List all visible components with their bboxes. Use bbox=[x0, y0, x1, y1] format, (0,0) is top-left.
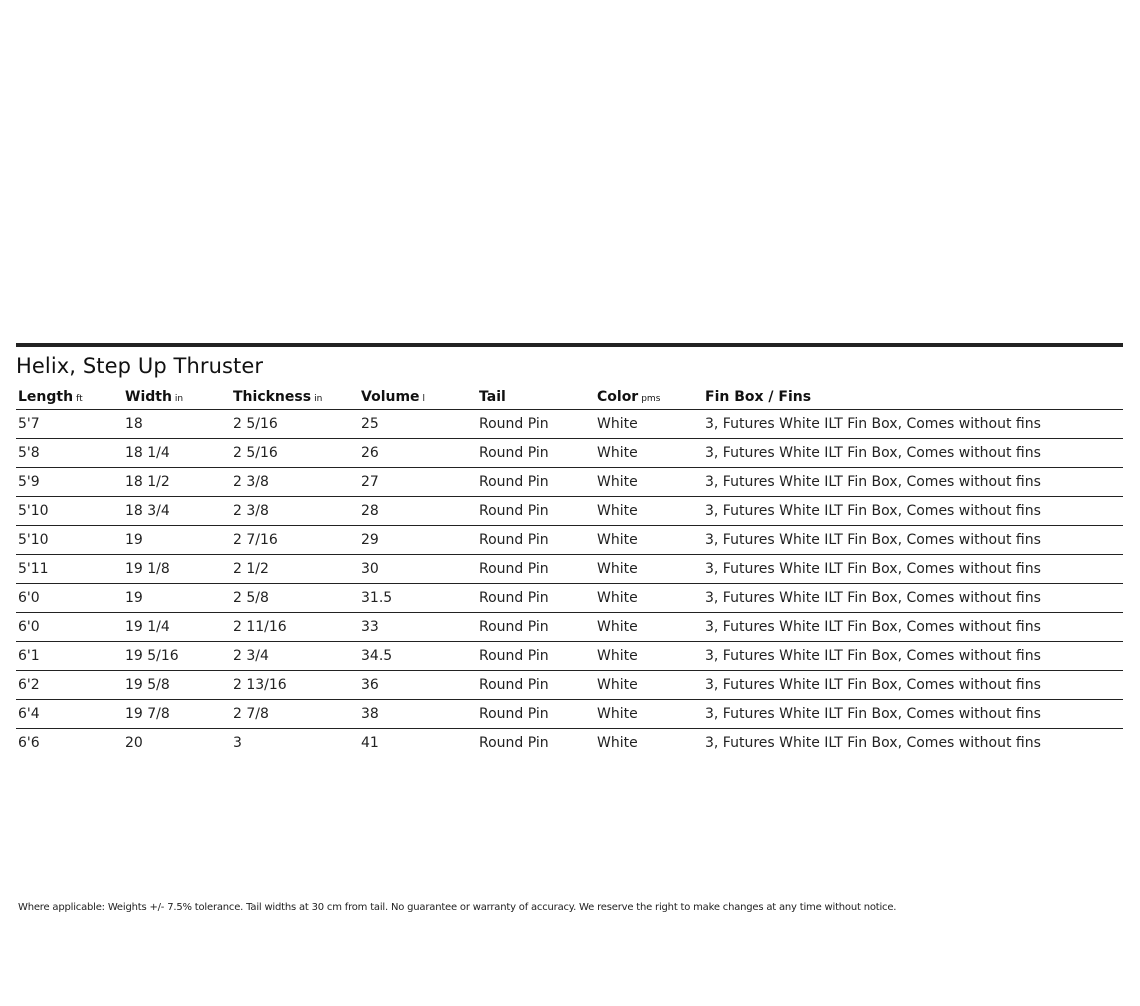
column-unit: ft bbox=[76, 394, 83, 404]
column-header-thickness bbox=[231, 385, 359, 410]
column-header-fin-box bbox=[703, 385, 1123, 410]
tail-cell: Round Pin bbox=[477, 613, 595, 642]
width-cell: 18 bbox=[123, 410, 231, 439]
column-header-tail bbox=[477, 385, 595, 410]
volume-cell: 26 bbox=[359, 439, 477, 468]
length-cell: 5'7 bbox=[16, 410, 123, 439]
fin-box-cell: 3, Futures White ILT Fin Box, Comes without fins bbox=[703, 497, 1123, 526]
tail-cell: Round Pin bbox=[479, 735, 549, 751]
column-header-color bbox=[595, 385, 703, 410]
column-label: Tail bbox=[479, 389, 506, 405]
tail-cell: Round Pin bbox=[477, 439, 595, 468]
length-cell: 5'10 bbox=[16, 497, 123, 526]
color-cell: White bbox=[595, 468, 703, 497]
table-row bbox=[16, 526, 1123, 555]
column-unit: pms bbox=[641, 394, 661, 404]
color-cell: White bbox=[595, 439, 703, 468]
width-cell: 19 bbox=[123, 526, 231, 555]
tail-cell: Round Pin bbox=[477, 555, 595, 584]
width-cell: 19 bbox=[123, 584, 231, 613]
width-cell: 19 5/8 bbox=[123, 671, 231, 700]
thickness-cell: 2 3/8 bbox=[231, 497, 359, 526]
top-rule bbox=[16, 343, 1123, 347]
thickness-cell: 2 11/16 bbox=[231, 613, 359, 642]
thickness-cell: 3 bbox=[233, 735, 242, 751]
width-cell: 19 7/8 bbox=[123, 700, 231, 729]
table-row bbox=[16, 729, 1123, 758]
length-cell: 6'0 bbox=[16, 584, 123, 613]
table-row bbox=[16, 439, 1123, 468]
column-label: Fin Box / Fins bbox=[705, 389, 812, 405]
color-cell: White bbox=[595, 613, 703, 642]
fin-box-cell: 3, Futures White ILT Fin Box, Comes without fins bbox=[703, 410, 1123, 439]
column-unit: in bbox=[174, 394, 184, 404]
tail-cell: Round Pin bbox=[477, 526, 595, 555]
width-cell: 18 1/4 bbox=[123, 439, 231, 468]
table-row bbox=[16, 700, 1123, 729]
spec-table bbox=[16, 385, 1123, 757]
length-cell: 6'4 bbox=[16, 700, 123, 729]
length-cell: 6'2 bbox=[16, 671, 123, 700]
tail-cell: Round Pin bbox=[477, 642, 595, 671]
volume-cell: 31.5 bbox=[359, 584, 477, 613]
table-body bbox=[16, 410, 1123, 758]
page-title: Helix, Step Up Thruster bbox=[16, 354, 264, 378]
volume-cell: 30 bbox=[359, 555, 477, 584]
length-cell: 5'9 bbox=[16, 468, 123, 497]
thickness-cell: 2 1/2 bbox=[231, 555, 359, 584]
volume-cell: 34.5 bbox=[359, 642, 477, 671]
fin-box-cell: 3, Futures White ILT Fin Box, Comes without fins bbox=[703, 555, 1123, 584]
column-label: Volume bbox=[361, 389, 420, 405]
fin-box-cell: 3, Futures White ILT Fin Box, Comes without fins bbox=[703, 700, 1123, 729]
thickness-cell: 2 7/8 bbox=[231, 700, 359, 729]
thickness-cell: 2 5/16 bbox=[231, 439, 359, 468]
table-row bbox=[16, 642, 1123, 671]
width-cell: 20 bbox=[125, 735, 143, 751]
column-header-volume bbox=[359, 385, 477, 410]
column-label: Color bbox=[597, 389, 639, 405]
table-row bbox=[16, 671, 1123, 700]
footnote: Where applicable: Weights +/- 7.5% tolerance. Tail widths at 30 cm from tail. No guarantee or warranty of accuracy. We reserve the right to make changes at any time without notice. bbox=[18, 902, 897, 913]
column-label: Length bbox=[18, 389, 74, 405]
length-cell: 5'8 bbox=[16, 439, 123, 468]
length-cell: 6'1 bbox=[16, 642, 123, 671]
volume-cell: 25 bbox=[359, 410, 477, 439]
tail-cell: Round Pin bbox=[477, 468, 595, 497]
thickness-cell: 2 13/16 bbox=[231, 671, 359, 700]
volume-cell: 33 bbox=[359, 613, 477, 642]
color-cell: White bbox=[595, 526, 703, 555]
tail-cell: Round Pin bbox=[477, 671, 595, 700]
color-cell: White bbox=[595, 584, 703, 613]
length-cell: 5'11 bbox=[16, 555, 123, 584]
fin-box-cell: 3, Futures White ILT Fin Box, Comes without fins bbox=[703, 671, 1123, 700]
volume-cell: 36 bbox=[359, 671, 477, 700]
volume-cell: 27 bbox=[359, 468, 477, 497]
volume-cell: 41 bbox=[361, 735, 379, 751]
thickness-cell: 2 5/16 bbox=[231, 410, 359, 439]
color-cell: White bbox=[595, 555, 703, 584]
fin-box-cell: 3, Futures White ILT Fin Box, Comes without fins bbox=[703, 439, 1123, 468]
thickness-cell: 2 3/4 bbox=[231, 642, 359, 671]
column-unit: in bbox=[314, 394, 323, 404]
fin-box-cell: 3, Futures White ILT Fin Box, Comes without fins bbox=[703, 613, 1123, 642]
color-cell: White bbox=[595, 700, 703, 729]
spec-sheet bbox=[16, 343, 1123, 757]
color-cell: White bbox=[595, 410, 703, 439]
column-header-length bbox=[16, 385, 123, 410]
color-cell: White bbox=[597, 735, 638, 751]
length-cell: 6'6 bbox=[18, 735, 40, 751]
volume-cell: 28 bbox=[359, 497, 477, 526]
column-header-width bbox=[123, 385, 231, 410]
tail-cell: Round Pin bbox=[477, 497, 595, 526]
thickness-cell: 2 7/16 bbox=[231, 526, 359, 555]
fin-box-cell: 3, Futures White ILT Fin Box, Comes without fins bbox=[703, 468, 1123, 497]
fin-box-cell: 3, Futures White ILT Fin Box, Comes without fins bbox=[703, 526, 1123, 555]
fin-box-cell: 3, Futures White ILT Fin Box, Comes without fins bbox=[705, 735, 1041, 751]
width-cell: 19 5/16 bbox=[123, 642, 231, 671]
width-cell: 18 1/2 bbox=[123, 468, 231, 497]
tail-cell: Round Pin bbox=[477, 700, 595, 729]
table-row bbox=[16, 468, 1123, 497]
width-cell: 19 1/4 bbox=[123, 613, 231, 642]
table-header bbox=[16, 385, 1123, 410]
width-cell: 19 1/8 bbox=[123, 555, 231, 584]
thickness-cell: 2 3/8 bbox=[231, 468, 359, 497]
color-cell: White bbox=[595, 642, 703, 671]
table-row bbox=[16, 584, 1123, 613]
table-row bbox=[16, 410, 1123, 439]
table-row bbox=[16, 555, 1123, 584]
color-cell: White bbox=[595, 671, 703, 700]
fin-box-cell: 3, Futures White ILT Fin Box, Comes without fins bbox=[703, 642, 1123, 671]
thickness-cell: 2 5/8 bbox=[231, 584, 359, 613]
header-row bbox=[16, 385, 1123, 410]
table-row bbox=[16, 613, 1123, 642]
column-label: Thickness bbox=[233, 389, 312, 405]
width-cell: 18 3/4 bbox=[123, 497, 231, 526]
fin-box-cell: 3, Futures White ILT Fin Box, Comes without fins bbox=[703, 584, 1123, 613]
volume-cell: 38 bbox=[359, 700, 477, 729]
table-row bbox=[16, 497, 1123, 526]
tail-cell: Round Pin bbox=[477, 584, 595, 613]
tail-cell: Round Pin bbox=[477, 410, 595, 439]
color-cell: White bbox=[595, 497, 703, 526]
length-cell: 6'0 bbox=[16, 613, 123, 642]
column-unit: l bbox=[422, 394, 426, 404]
volume-cell: 29 bbox=[359, 526, 477, 555]
column-label: Width bbox=[125, 389, 172, 405]
length-cell: 5'10 bbox=[16, 526, 123, 555]
